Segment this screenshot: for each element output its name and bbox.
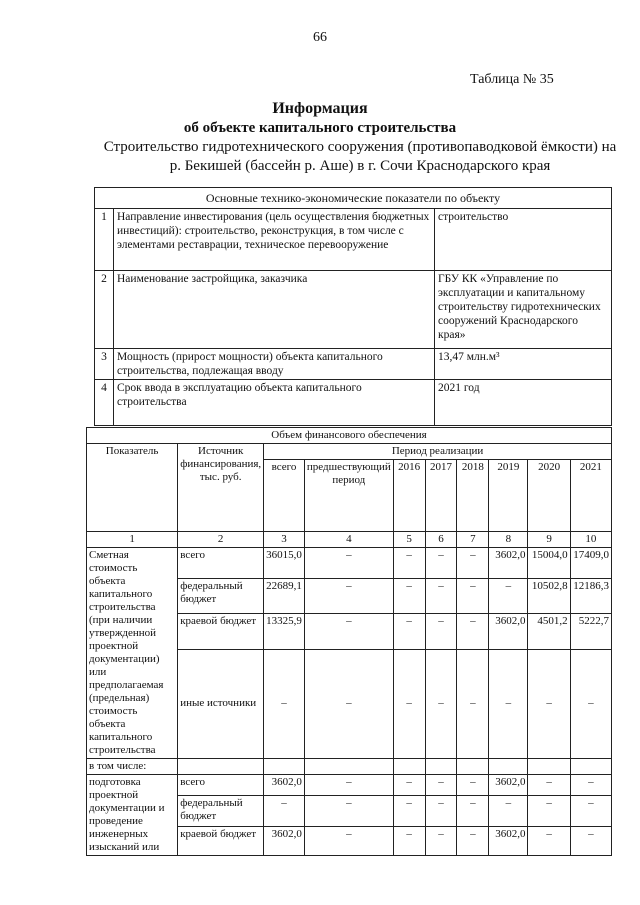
col-number: 1 [87, 532, 178, 548]
source-label: федеральный бюджет [178, 796, 264, 827]
value-cell: – [528, 826, 570, 855]
value-cell: – [489, 649, 528, 758]
row-number: 4 [95, 380, 114, 426]
col-header-total: всего [264, 460, 305, 532]
indicator-label: Сметная стоимость объекта капитального строительства (при наличии утвержденной проектной документации) или предполагаемая (предельная) стоимость объекта капитального строительства [87, 548, 178, 759]
object-description: Строительство гидротехнического сооружения (противопаводковой ёмкости) на р. Бекишей (бассейн р. Аше) в г. Сочи Краснодарского края [103, 139, 617, 174]
finance-table [86, 427, 612, 856]
col-number: 8 [489, 532, 528, 548]
source-label: всего [178, 775, 264, 796]
value-cell: – [264, 796, 305, 827]
value-cell: – [457, 614, 489, 650]
value-cell: 3602,0 [264, 775, 305, 796]
heading-title: Информация [272, 100, 368, 117]
value-cell: 12186,3 [570, 578, 611, 614]
source-label: всего [178, 548, 264, 579]
tech-row-label: Направление инвестирования (цель осуществления бюджетных инвестиций): строительство, реконструкция, в том числе с элементами реставрации, техническое перевооружение [114, 209, 435, 271]
value-cell: – [393, 826, 425, 855]
col-header-period: Период реализации [264, 444, 612, 460]
value-cell: 15004,0 [528, 548, 570, 579]
tech-row-label: Наименование застройщика, заказчика [114, 271, 435, 349]
source-label: федеральный бюджет [178, 578, 264, 614]
value-cell: – [457, 796, 489, 827]
value-cell: 5222,7 [570, 614, 611, 650]
tech-row-value: 13,47 млн.м³ [435, 349, 612, 380]
value-cell: 22689,1 [264, 578, 305, 614]
value-cell: – [304, 826, 393, 855]
value-cell: – [304, 578, 393, 614]
col-header-year: 2018 [457, 460, 489, 532]
value-cell: – [393, 649, 425, 758]
col-header-year: 2016 [393, 460, 425, 532]
value-cell: 3602,0 [489, 826, 528, 855]
value-cell: – [304, 548, 393, 579]
value-cell: – [425, 796, 457, 827]
col-number: 9 [528, 532, 570, 548]
col-header-indicator: Показатель [87, 444, 178, 532]
value-cell: – [264, 649, 305, 758]
value-cell: – [457, 548, 489, 579]
value-cell: – [425, 649, 457, 758]
value-cell: – [393, 775, 425, 796]
col-header-year: 2021 [570, 460, 611, 532]
heading-subtitle-bold: об объекте капитального строительства [183, 120, 457, 136]
value-cell: – [304, 614, 393, 650]
col-number: 3 [264, 532, 305, 548]
source-label: краевой бюджет [178, 614, 264, 650]
value-cell: – [425, 578, 457, 614]
col-header-year: 2020 [528, 460, 570, 532]
tech-row-label: Срок ввода в эксплуатацию объекта капитального строительства [114, 380, 435, 426]
col-header-year: 2019 [489, 460, 528, 532]
col-number: 5 [393, 532, 425, 548]
value-cell: – [457, 826, 489, 855]
value-cell: – [425, 826, 457, 855]
value-cell: – [393, 614, 425, 650]
finance-table-title: Объем финансового обеспечения [87, 428, 612, 444]
value-cell: – [393, 548, 425, 579]
col-header-source: Источник финансирования, тыс. руб. [178, 444, 264, 532]
value-cell: 13325,9 [264, 614, 305, 650]
value-cell: 10502,8 [528, 578, 570, 614]
col-number: 10 [570, 532, 611, 548]
value-cell: – [528, 775, 570, 796]
tech-economic-table [94, 187, 612, 426]
value-cell: – [457, 649, 489, 758]
value-cell: – [304, 649, 393, 758]
value-cell: 36015,0 [264, 548, 305, 579]
value-cell: – [425, 548, 457, 579]
col-number: 2 [178, 532, 264, 548]
value-cell: – [489, 796, 528, 827]
value-cell: – [304, 796, 393, 827]
tech-row-value: строительство [435, 209, 612, 271]
col-number: 4 [304, 532, 393, 548]
value-cell: – [457, 775, 489, 796]
value-cell: 17409,0 [570, 548, 611, 579]
including-label: в том числе: [87, 759, 178, 775]
tech-row-value: ГБУ КК «Управление по эксплуатации и капитальному строительству гидротехнических сооружений Краснодарского края» [435, 271, 612, 349]
col-header-prev-period: предшествующий период [304, 460, 393, 532]
value-cell: – [570, 826, 611, 855]
value-cell: – [304, 775, 393, 796]
value-cell: 3602,0 [489, 775, 528, 796]
value-cell: – [528, 649, 570, 758]
value-cell: – [570, 649, 611, 758]
value-cell: – [393, 796, 425, 827]
value-cell: – [425, 775, 457, 796]
tech-row-value: 2021 год [435, 380, 612, 426]
value-cell: – [570, 796, 611, 827]
table-label: Таблица № 35 [470, 72, 554, 87]
value-cell: 3602,0 [489, 548, 528, 579]
value-cell: 3602,0 [264, 826, 305, 855]
value-cell: – [528, 796, 570, 827]
row-number: 2 [95, 271, 114, 349]
tech-row-label: Мощность (прирост мощности) объекта капитального строительства, подлежащая вводу [114, 349, 435, 380]
source-label: иные источники [178, 649, 264, 758]
value-cell: – [425, 614, 457, 650]
value-cell: 4501,2 [528, 614, 570, 650]
col-header-year: 2017 [425, 460, 457, 532]
value-cell: 3602,0 [489, 614, 528, 650]
row-number: 3 [95, 349, 114, 380]
value-cell: – [570, 775, 611, 796]
source-label: краевой бюджет [178, 826, 264, 855]
indicator-label: подготовка проектной документации и проведение инженерных изысканий или [87, 775, 178, 856]
value-cell: – [457, 578, 489, 614]
page-number: 66 [313, 30, 327, 45]
row-number: 1 [95, 209, 114, 271]
col-number: 7 [457, 532, 489, 548]
col-number: 6 [425, 532, 457, 548]
tech-table-header: Основные технико-экономические показатели по объекту [95, 188, 612, 209]
value-cell: – [393, 578, 425, 614]
value-cell: – [489, 578, 528, 614]
